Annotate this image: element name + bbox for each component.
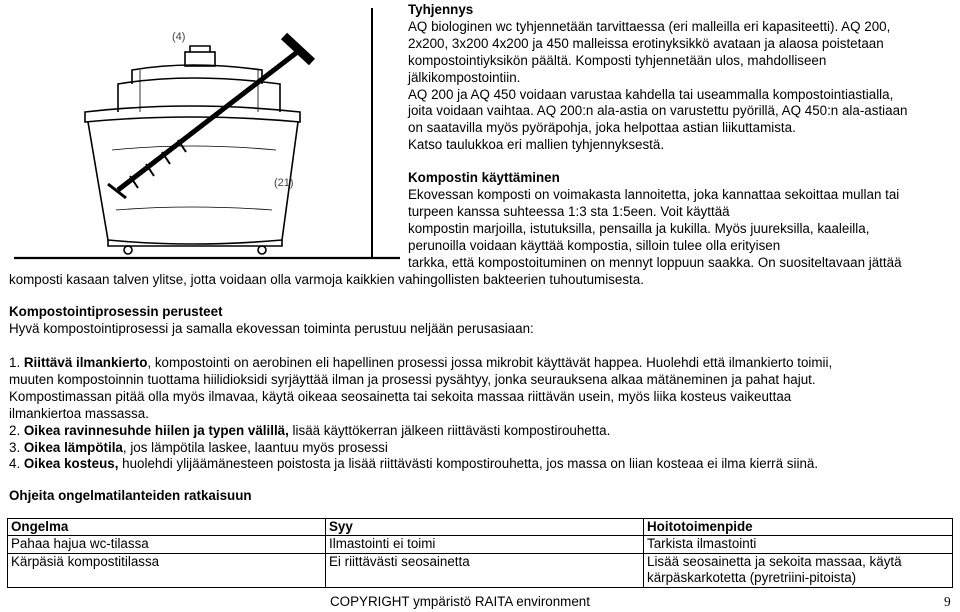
cell-syy: Ei riittävästi seosainetta — [326, 553, 644, 587]
item-bold: Oikea lämpötila — [23, 439, 123, 455]
perusteet-item-3 — [9, 440, 832, 457]
cell-ongelma: Pahaa hajua wc-tilassa — [8, 536, 326, 553]
perusteet-intro: Hyvä kompostointiprosessi ja samalla ekovessan toiminta perustuu neljään perusasiaan: — [9, 321, 534, 336]
item-rest: , kompostointi on aerobinen eli hapellinen prosessi jossa mikrobit käyttävät happea. Huolehdi että ilmankierto toimii, — [147, 355, 833, 370]
table-row — [8, 553, 953, 587]
tyhjennys-line: on saatavilla myös pyöräpohja, joka helpottaa astian liikuttamista. — [408, 120, 796, 136]
item-number: 2. — [9, 422, 24, 438]
kaytto-line: Ekovessan komposti on voimakasta lannoitetta, joka kannattaa sekoittaa mullan tai — [408, 187, 900, 202]
cell-hoito: Tarkista ilmastointi — [644, 536, 953, 553]
tyhjennys-line: 2x200, 3x200 4x200 ja 450 malleissa erotinyksikkö avataan ja alaosa poistetaan — [408, 35, 884, 51]
kaytto-line: turpeen kanssa suhteessa 1:3 sta 1:5een. Voit käyttää — [408, 203, 730, 219]
bin-lower-container — [85, 106, 300, 254]
tyhjennys-line: AQ 200 ja AQ 450 voidaan varustaa kahdella tai useammalla kompostointiastialla, — [408, 86, 894, 102]
compost-bin-illustration — [0, 0, 400, 270]
cell-syy: Ilmastointi ei toimi — [326, 536, 644, 553]
perusteet-item-1-cont: Kompostimassan pitää olla myös ilmavaa, käytä oikeaa seosainetta tai sekoita massaa riittävän usein, myös liika kosteus vaikeuttaa — [9, 388, 792, 404]
cell-hoito-line: kärpäskarkotetta (pyretriini-pitoista) — [647, 570, 857, 586]
header-hoito: Hoitotoimenpide — [644, 519, 953, 536]
troubleshooting-table — [7, 518, 953, 588]
item-rest: huolehdi ylijäämänesteen poistosta ja lisää riittävästi kompostirouhetta, jos massa on liian kosteaa ei ilma kierrä siinä. — [118, 456, 819, 472]
header-syy: Syy — [326, 519, 644, 536]
item-number: 3. — [9, 439, 24, 455]
tyhjennys-text — [408, 19, 908, 154]
tyhjennys-line: jälkikompostointiin. — [408, 69, 521, 85]
kaytto-line: perunoilla voidaan käyttää kompostia, silloin tulee olla erityisen — [408, 237, 781, 253]
item-number: 4. — [9, 456, 24, 472]
figure-label-bottom: (21) — [274, 177, 294, 189]
table-row — [8, 536, 953, 553]
cell-hoito-line: Lisää seosainetta ja sekoita massaa, käytä — [647, 553, 902, 569]
bin-top-unit — [118, 46, 280, 112]
table-header-row — [8, 519, 953, 536]
stirring-tool — [108, 36, 312, 198]
item-bold: Riittävä ilmankierto — [23, 355, 148, 370]
page-number: 9 — [944, 594, 951, 609]
item-rest: , jos lämpötila laskee, laantuu myös prosessi — [122, 439, 388, 455]
kaytto-line: tarkka, että kompostoituminen on mennyt loppuun saakka. On suositeltavaan jättää — [408, 254, 902, 270]
tyhjennys-line: Katso taulukkoa eri mallien tyhjennyksestä. — [408, 137, 665, 153]
tyhjennys-line: AQ biologinen wc tyhjennetään tarvittaessa (eri malleilla eri kapasiteetti). AQ 200, — [408, 19, 891, 34]
tyhjennys-line: joita voidaan vaihtaa. AQ 200:n ala-astia on varustettu pyörillä, AQ 450:n ala-astiaan — [408, 103, 908, 119]
cell-ongelma: Kärpäsiä kompostitilassa — [8, 553, 326, 587]
kaytto-line: kompostin marjoilla, istutuksilla, pensailla ja kukilla. Myös juureksilla, kaaleilla, — [408, 220, 870, 236]
ohjeita-title: Ohjeita ongelmatilanteiden ratkaisuun — [9, 488, 252, 503]
perusteet-item-2 — [9, 423, 832, 440]
perusteet-item-1-cont: muuten kompostoinnin tuottama hiilidioksidi syrjäyttää ilman ja prosessi pysähtyy, jonka seurauksena alkaa mätäneminen ja pahat hajut. — [9, 371, 816, 387]
cell-hoito — [644, 553, 953, 587]
item-rest: lisää käyttökerran jälkeen riittävästi kompostirouhetta. — [288, 422, 611, 438]
tyhjennys-line: kompostointiyksikön päältä. Komposti tyhjennetään ulos, mahdolliseen — [408, 52, 827, 68]
perusteet-item-1-cont: ilmankiertoa massassa. — [9, 405, 149, 421]
perusteet-item-4 — [9, 456, 832, 473]
item-bold: Oikea ravinnesuhde hiilen ja typen välillä, — [23, 422, 289, 438]
perusteet-title: Kompostointiprosessin perusteet — [9, 304, 223, 319]
kaytto-text — [408, 187, 902, 271]
header-ongelma: Ongelma — [8, 519, 326, 536]
kaytto-wide-line: komposti kasaan talven ylitse, jotta voidaan olla varmoja kaikkien vahingollisten bakteerien tuhoutumisesta. — [9, 272, 644, 287]
perusteet-item-1 — [9, 355, 832, 372]
item-number: 1. — [9, 355, 24, 370]
perusteet-list — [9, 355, 832, 473]
item-bold: Oikea kosteus, — [23, 456, 119, 472]
figure-label-top: (4) — [172, 31, 186, 43]
footer-copyright: COPYRIGHT ympäristö RAITA environment — [330, 594, 590, 609]
kaytto-title: Kompostin käyttäminen — [408, 170, 560, 185]
tyhjennys-title: Tyhjennys — [408, 2, 474, 17]
